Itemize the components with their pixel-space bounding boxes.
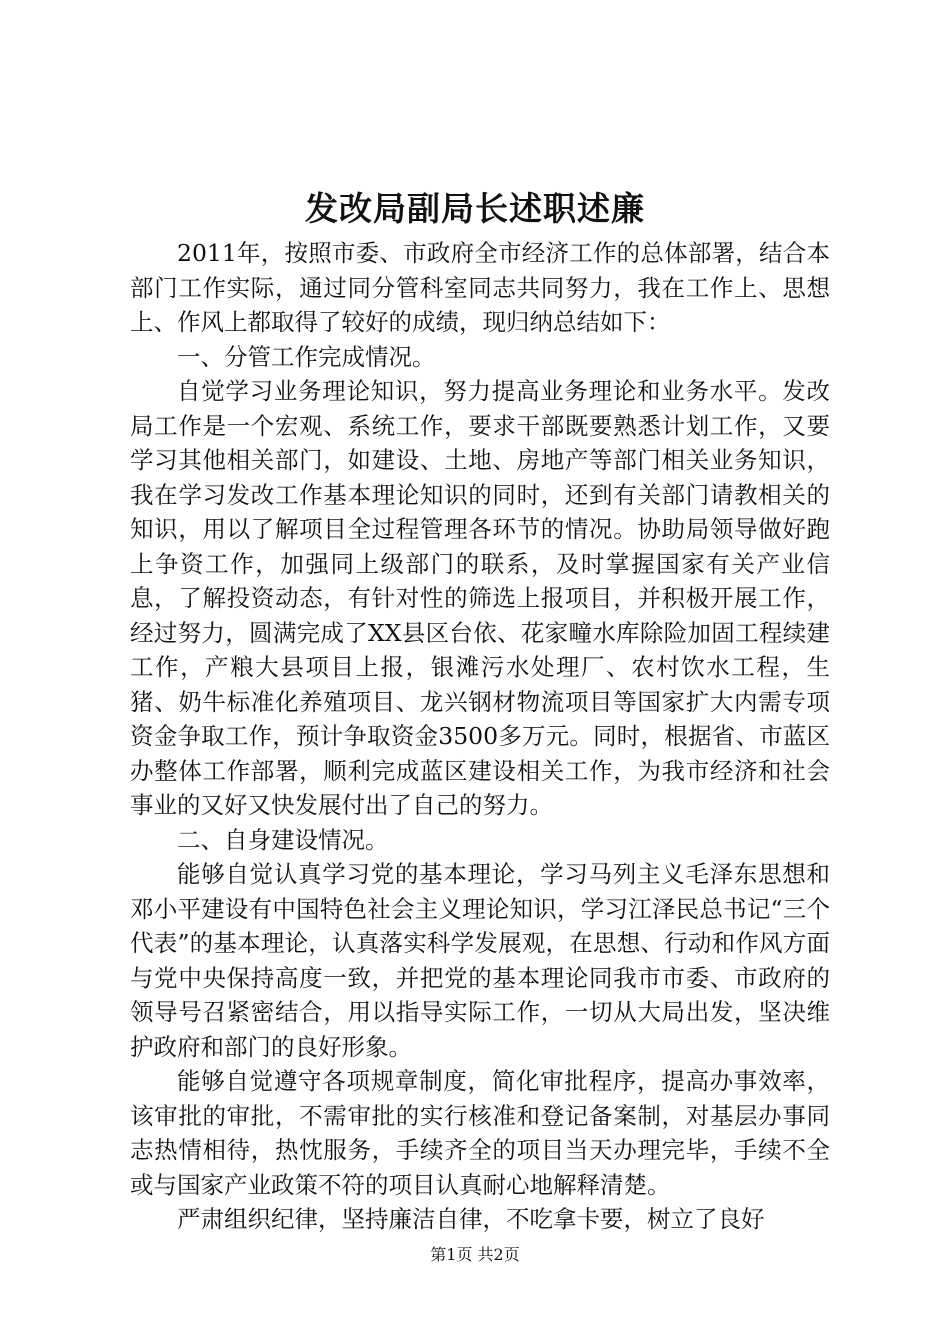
- section-heading-2: 二、自身建设情况。: [177, 825, 389, 854]
- paragraph-discipline: 严肃组织纪律，坚持廉洁自律，不吃拿卡要，树立了良好: [177, 1205, 765, 1233]
- paragraph-intro: 2011年，按照市委、市政府全市经济工作的总体部署，结合本部门工作实际，通过同分管科室同志共同努力，我在工作上、思想上、作风上都取得了较好的成绩，现归纳总结如下：: [130, 239, 830, 336]
- paragraph-work-summary: 自觉学习业务理论知识，努力提高业务理论和业务水平。发改局工作是一个宏观、系统工作，要求干部既要熟悉计划工作，又要学习其他相关部门，如建设、土地、房地产等部门相关业务知识，我在学习发改工作基本理论知识的同时，还到有关部门请教相关的知识，用以了解项目全过程管理各环节的情况。协助局领导做好跑上争资工作，加强同上级部门的联系，及时掌握国家有关产业信息，了解投资动态，有针对性的筛选上报项目，并积极开展工作，经过努力，圆满完成了XX县区台依、花家疃水库除险加固工程续建工作，产粮大县项目上报，银滩污水处理厂、农村饮水工程，生猪、奶牛标准化养殖项目、龙兴钢材物流项目等国家扩大内需专项资金争取工作，预计争取资金3500多万元。同时，根据省、市蓝区办整体工作部署，顺利完成蓝区建设相关工作，为我市经济和社会事业的又好又快发展付出了自己的努力。: [130, 377, 830, 819]
- section-heading-1: 一、分管工作完成情况。: [177, 342, 436, 371]
- paragraph-theory-study: 能够自觉认真学习党的基本理论，学习马列主义毛泽东思想和邓小平建设有中国特色社会主义理论知识，学习江泽民总书记“三个代表”的基本理论，认真落实科学发展观，在思想、行动和作风方面与党中央保持高度一致，并把党的基本理论同我市市委、市政府的领导号召紧密结合，用以指导实际工作，一切从大局出发，坚决维护政府和部门的良好形象。: [130, 860, 830, 1061]
- paragraph-regulations: 能够自觉遵守各项规章制度，简化审批程序，提高办事效率，该审批的审批，不需审批的实行核准和登记备案制，对基层办事同志热情相待，热忱服务，手续齐全的项目当天办理完毕，手续不全或与国家产业政策不符的项目认真耐心地解释清楚。: [130, 1067, 830, 1199]
- document-title: 发改局副局长述职述廉: [305, 189, 645, 228]
- document-body: [130, 236, 830, 1237]
- page-footer: 第1页 共2页: [430, 1245, 520, 1264]
